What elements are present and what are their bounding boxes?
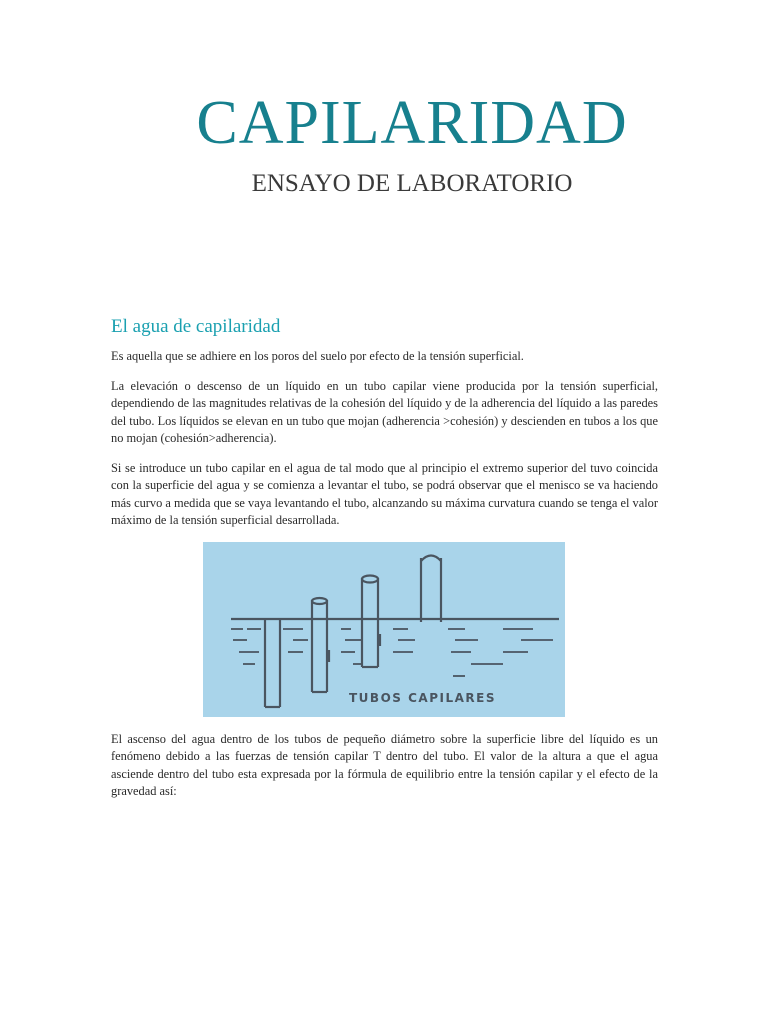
page-title: CAPILARIDAD	[196, 89, 628, 157]
document-body	[111, 316, 658, 813]
paragraph-1: Es aquella que se adhiere en los poros del suelo por efecto de la tensión superficial.	[111, 349, 524, 363]
figure-caption: TUBOS CAPILARES	[349, 690, 496, 705]
section-heading: El agua de capilaridad	[111, 316, 281, 337]
paragraph-3: Si se introduce un tubo capilar en el agua de tal modo que al principio el extremo superior del tuvo coincida con la superficie del agua y se comienza a levantar el tubo, se podrá observar que el menisco se va haciendo más curvo a medida que se vaya levantando el tubo, alcanzando su máxima curvatura cuando se tenga el valor máximo de la tensión superficial desarrollada.	[111, 460, 658, 527]
paragraph-4: El ascenso del agua dentro de los tubos de pequeño diámetro sobre la superficie libre del líquido es un fenómeno debido a las fuerzas de tensión capilar T dentro del tubo. El valor de la altura a que el agua asciende dentro del tubo esta expresada por la fórmula de equilibrio entre la tensión capilar y el efecto de la gravedad así:	[111, 731, 658, 798]
page-subtitle: ENSAYO DE LABORATORIO	[251, 170, 573, 197]
capillary-tubes-figure	[203, 542, 565, 717]
paragraph-2: La elevación o descenso de un líquido en un tubo capilar viene producida por la tensión superficial, dependiendo de las magnitudes relativas de la cohesión del líquido y de la adherencia del líquido a las paredes del tubo. Los líquidos se elevan en un tubo que mojan (adherencia >cohesión) y descienden en tubos a los que no mojan (cohesión>adherencia).	[111, 378, 658, 445]
